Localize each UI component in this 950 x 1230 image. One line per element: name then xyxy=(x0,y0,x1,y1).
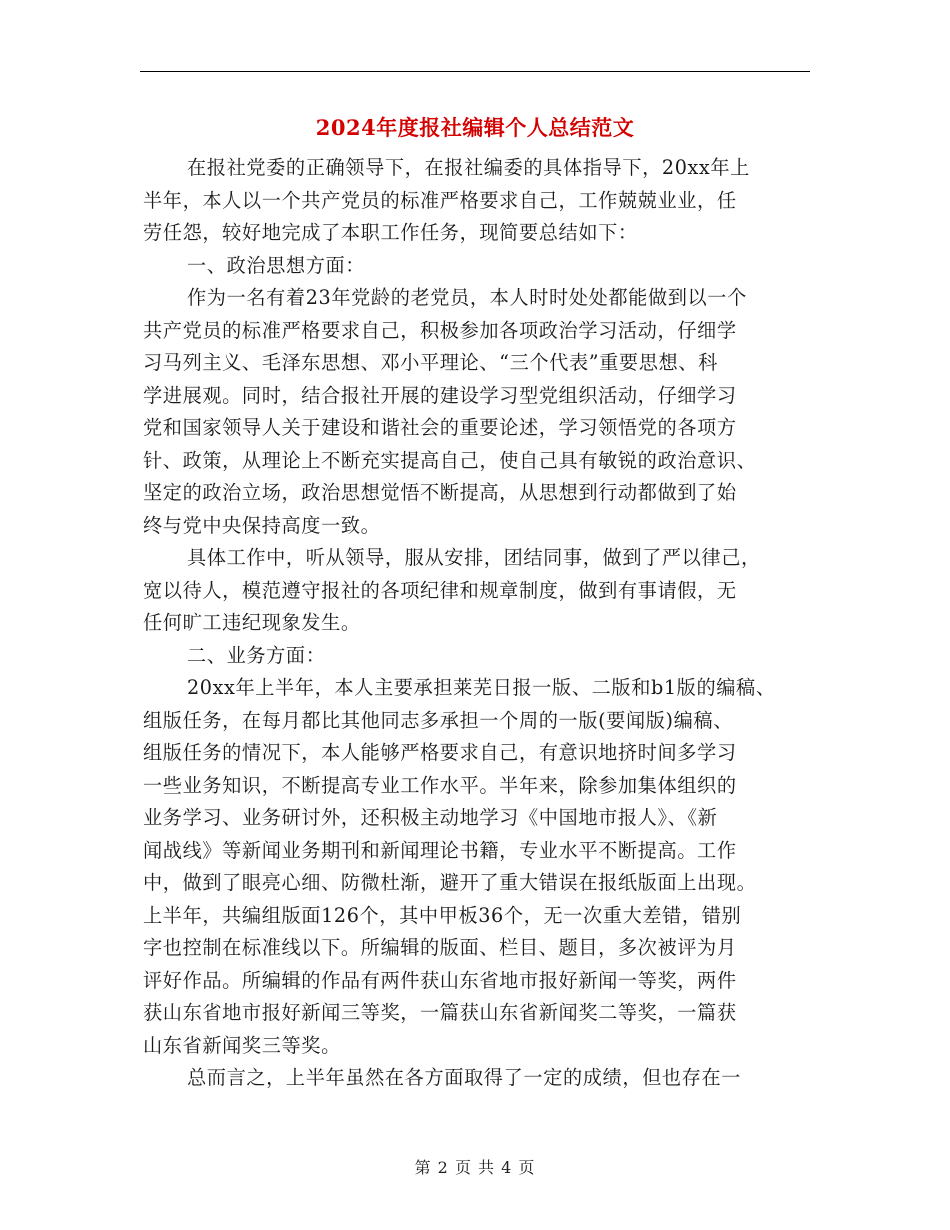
text-line: 闻战线》等新闻业务期刊和新闻理论书籍，专业水平不断提高。工作 xyxy=(143,838,737,862)
text-line: 一、政治思想方面： xyxy=(187,253,366,277)
text-line: 评好作品。所编辑的作品有两件获山东省地市报好新闻一等奖，两件 xyxy=(143,968,737,992)
text-line: 二、业务方面： xyxy=(187,643,326,667)
text-line: 字也控制在标准线以下。所编辑的版面、栏目、题目，多次被评为月 xyxy=(143,936,737,959)
text-line: 具体工作中，听从领导，服从安排，团结同事，做到了严以律己， xyxy=(187,546,761,569)
text-line: 终与党中央保持高度一致。 xyxy=(143,513,381,537)
text-line: 组版任务，在每月都比其他同志多承担一个周的一版(要闻版)编稿、 xyxy=(143,708,734,732)
text-line: 总而言之，上半年虽然在各方面取得了一定的成绩，但也存在一 xyxy=(187,1066,742,1089)
document-body xyxy=(143,152,823,1095)
text-line: 宽以待人，模范遵守报社的各项纪律和规章制度，做到有事请假，无 xyxy=(143,578,737,602)
page-footer: 第 2 页 共 4 页 xyxy=(414,1158,536,1177)
text-line: 在报社党委的正确领导下，在报社编委的具体指导下，20xx年上 xyxy=(187,156,750,179)
text-line: 习马列主义、毛泽东思想、邓小平理论、“三个代表”重要思想、科 xyxy=(143,351,718,374)
text-line: 中，做到了眼亮心细、防微杜渐，避开了重大错误在报纸版面上出现。 xyxy=(143,871,757,894)
text-line: 劳任怨，较好地完成了本职工作任务，现简要总结如下： xyxy=(143,221,638,244)
text-line: 学进展观。同时，结合报社开展的建设学习型党组织活动，仔细学习 xyxy=(143,383,737,407)
document-title: 2024年度报社编辑个人总结范文 xyxy=(315,115,635,140)
header-rule xyxy=(140,71,810,72)
text-line: 任何旷工违纪现象发生。 xyxy=(143,611,361,634)
text-line: 获山东省地市报好新闻三等奖，一篇获山东省新闻奖二等奖，一篇获 xyxy=(143,1001,737,1024)
text-line: 20xx年上半年，本人主要承担莱芜日报一版、二版和b1版的编稿、 xyxy=(187,676,776,699)
text-line: 党和国家领导人关于建设和谐社会的重要论述，学习领悟党的各项方 xyxy=(143,416,737,439)
text-line: 上半年，共编组版面126个，其中甲板36个，无一次重大差错，错别 xyxy=(143,903,742,927)
text-line: 针、政策，从理论上不断充实提高自己，使自己具有敏锐的政治意识、 xyxy=(143,448,757,472)
text-line: 组版任务的情况下，本人能够严格要求自己，有意识地挤时间多学习 xyxy=(143,741,737,764)
text-line: 一些业务知识，不断提高专业工作水平。半年来，除参加集体组织的 xyxy=(143,773,737,797)
text-line: 共产党员的标准严格要求自己，积极参加各项政治学习活动，仔细学 xyxy=(143,318,737,342)
text-line: 坚定的政治立场，政治思想觉悟不断提高，从思想到行动都做到了始 xyxy=(143,481,737,504)
text-line: 山东省新闻奖三等奖。 xyxy=(143,1033,341,1057)
text-line: 作为一名有着23年党龄的老党员，本人时时处处都能做到以一个 xyxy=(187,286,747,309)
text-line: 半年，本人以一个共产党员的标准严格要求自己，工作兢兢业业，任 xyxy=(143,188,737,212)
text-line: 业务学习、业务研讨外，还积极主动地学习《中国地市报人》、《新 xyxy=(143,806,718,829)
